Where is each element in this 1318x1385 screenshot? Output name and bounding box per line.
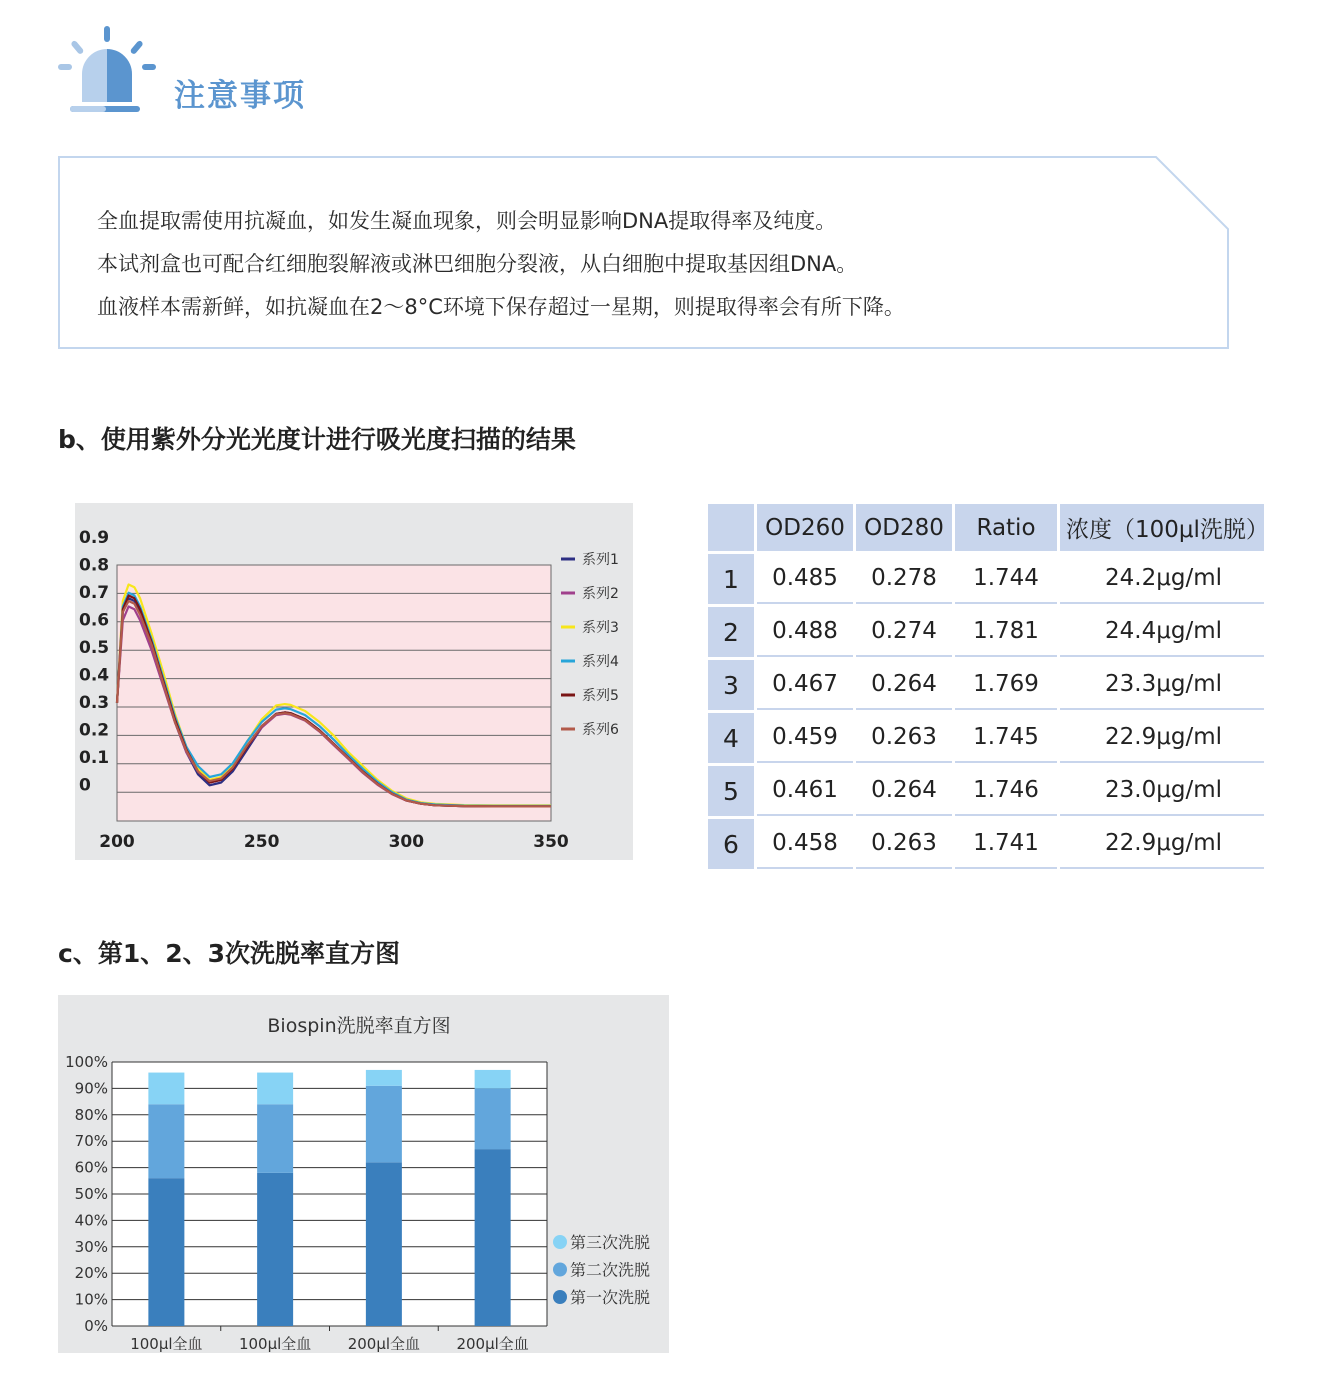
y-tick-label: 70% (74, 1132, 108, 1151)
od260-cell: 0.459 (757, 713, 853, 763)
legend-label: 第三次洗脱 (570, 1233, 651, 1252)
ratio-cell: 1.746 (955, 766, 1057, 816)
od260-cell: 0.488 (757, 607, 853, 657)
legend-label: 系列3 (582, 620, 619, 636)
elution-histogram (58, 995, 669, 1353)
y-tick-label: 40% (74, 1211, 108, 1230)
plot-area (117, 565, 551, 821)
y-tick-label: 0% (84, 1317, 108, 1335)
table-row (708, 607, 1264, 657)
y-tick-label: 0.1 (79, 748, 110, 768)
y-tick-label: 20% (74, 1264, 108, 1283)
concentration-cell: 24.4μg/ml (1060, 607, 1264, 657)
od260-cell: 0.461 (757, 766, 853, 816)
table-row (708, 660, 1264, 710)
x-tick-label: 350 (533, 832, 569, 852)
y-tick-label: 0.3 (79, 693, 110, 713)
x-tick-label: 100μl全血 (130, 1335, 203, 1353)
bar-segment (475, 1088, 511, 1149)
bar-segment (257, 1073, 293, 1105)
legend-label: 系列5 (582, 688, 619, 704)
x-tick-label: 250 (243, 832, 280, 852)
notice-text (97, 200, 905, 329)
legend-label: 系列6 (582, 722, 619, 738)
od280-cell: 0.274 (856, 607, 952, 657)
chart-title: Biospin洗脱率直方图 (267, 1015, 451, 1037)
concentration-cell: 24.2μg/ml (1060, 554, 1264, 604)
od260-cell: 0.458 (757, 819, 853, 869)
od260-cell: 0.467 (757, 660, 853, 710)
y-tick-label: 0.7 (79, 583, 110, 603)
row-index: 5 (708, 766, 754, 816)
x-tick-label: 100μl全血 (238, 1335, 312, 1353)
table-row (708, 713, 1264, 763)
row-index: 4 (708, 713, 754, 763)
legend-label: 第二次洗脱 (570, 1260, 651, 1280)
bar-segment (366, 1070, 402, 1086)
bar-segment (148, 1178, 184, 1326)
legend-label: 第一次洗脱 (570, 1288, 651, 1307)
y-tick-label: 10% (74, 1290, 108, 1309)
od280-cell: 0.264 (856, 766, 952, 816)
od280-cell: 0.278 (856, 554, 952, 604)
bar-segment (148, 1073, 184, 1105)
table-row (708, 819, 1264, 869)
bar-segment (366, 1162, 402, 1326)
y-tick-label: 90% (74, 1079, 108, 1098)
x-tick-label: 200μl全血 (456, 1335, 529, 1353)
od280-cell: 0.263 (856, 819, 952, 869)
od280-cell: 0.264 (856, 660, 952, 710)
x-tick-label: 200 (99, 832, 135, 852)
bar-segment (366, 1086, 402, 1163)
notice-line: 全血提取需使用抗凝血，如发生凝血现象，则会明显影响DNA提取得率及纯度。 (97, 209, 837, 233)
bar-segment (148, 1104, 184, 1178)
section-c-title: c、第1、2、3次洗脱率直方图 (58, 939, 401, 968)
y-tick-label: 0.2 (79, 720, 110, 741)
legend-swatch (553, 1263, 567, 1277)
bar-segment (257, 1104, 293, 1173)
od280-cell: 0.263 (856, 713, 952, 763)
table-header-cell: Ratio (955, 504, 1057, 551)
concentration-cell: 22.9μg/ml (1060, 713, 1264, 763)
table-header-cell: 浓度（100μl洗脱） (1060, 504, 1264, 551)
od260-cell: 0.485 (757, 554, 853, 604)
y-tick-label: 0 (79, 775, 91, 796)
section-b-title: b、使用紫外分光光度计进行吸光度扫描的结果 (58, 425, 576, 454)
ratio-cell: 1.744 (955, 554, 1057, 604)
ratio-cell: 1.769 (955, 660, 1057, 710)
alert-light-icon (56, 26, 166, 118)
table-header-row (708, 504, 1264, 551)
y-tick-label: 60% (74, 1158, 108, 1177)
table-row (708, 766, 1264, 816)
y-tick-label: 80% (74, 1105, 108, 1124)
table-row (708, 554, 1264, 604)
table-header-cell: OD280 (856, 504, 952, 551)
od-results-table (705, 501, 1267, 872)
notice-line: 本试剂盒也可配合红细胞裂解液或淋巴细胞分裂液，从白细胞中提取基因组DNA。 (97, 252, 858, 276)
table-header-cell: OD260 (757, 504, 853, 551)
notice-title: 注意事项 (174, 78, 306, 114)
ratio-cell: 1.741 (955, 819, 1057, 869)
bar-segment (475, 1070, 511, 1088)
x-tick-label: 200μl全血 (347, 1335, 421, 1353)
legend-label: 系列2 (582, 586, 619, 602)
row-index: 6 (708, 819, 754, 869)
table-header-cell (708, 504, 754, 551)
x-tick-label: 300 (388, 832, 425, 852)
legend-label: 系列1 (582, 552, 619, 568)
y-tick-label: 0.4 (79, 665, 110, 686)
legend-label: 系列4 (582, 654, 619, 670)
absorbance-chart (75, 503, 633, 860)
concentration-cell: 23.3μg/ml (1060, 660, 1264, 710)
notice-line: 血液样本需新鲜，如抗凝血在2～8°C环境下保存超过一星期，则提取得率会有所下降。 (97, 295, 905, 319)
y-tick-label: 50% (74, 1185, 108, 1203)
ratio-cell: 1.781 (955, 607, 1057, 657)
legend-swatch (553, 1235, 567, 1249)
y-tick-label: 30% (74, 1237, 108, 1256)
bar-segment (257, 1173, 293, 1326)
bar-segment (475, 1149, 511, 1326)
y-tick-label: 100% (65, 1053, 108, 1071)
row-index: 2 (708, 607, 754, 657)
row-index: 1 (708, 554, 754, 604)
row-index: 3 (708, 660, 754, 710)
concentration-cell: 23.0μg/ml (1060, 766, 1264, 816)
y-tick-label: 0.6 (79, 610, 110, 631)
y-tick-label: 0.8 (79, 555, 110, 576)
concentration-cell: 22.9μg/ml (1060, 819, 1264, 869)
y-tick-label: 0.9 (79, 528, 110, 548)
ratio-cell: 1.745 (955, 713, 1057, 763)
legend-swatch (553, 1290, 567, 1304)
y-tick-label: 0.5 (79, 638, 110, 658)
